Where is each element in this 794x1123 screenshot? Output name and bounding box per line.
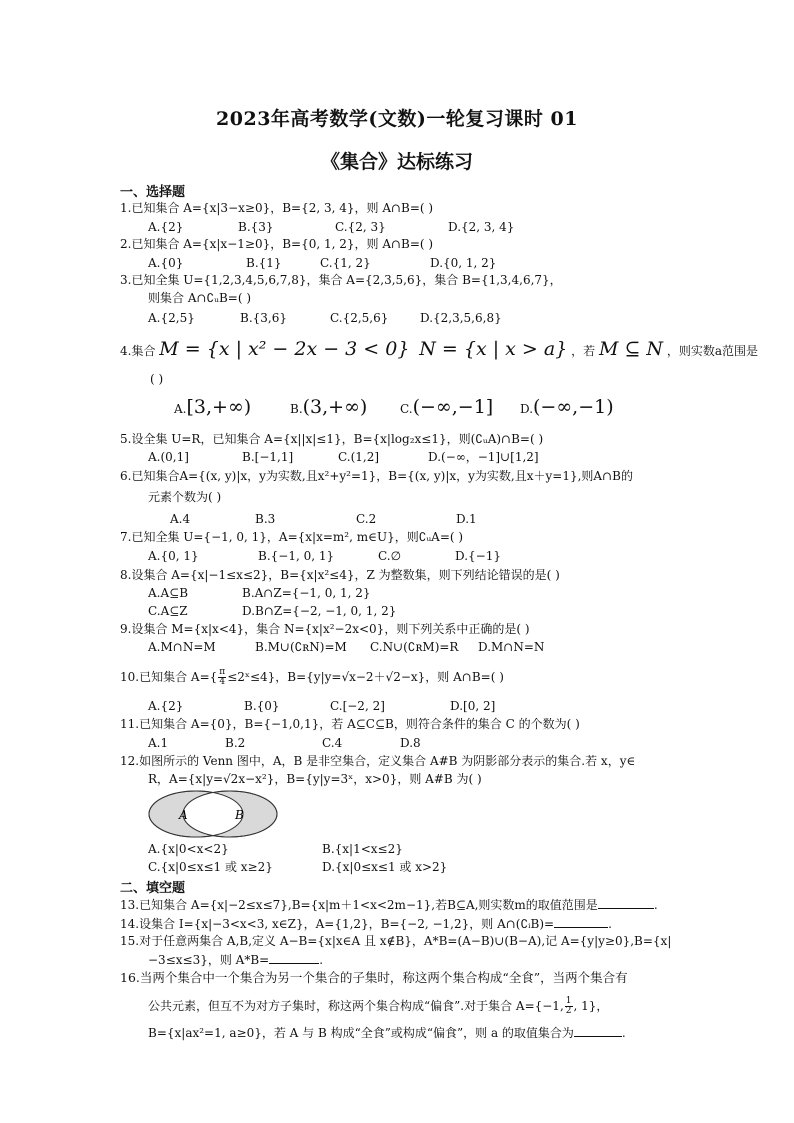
q16-text2: 公共元素，但互不为对方子集时，称这两个集合构成“偏食”.对于集合 A={−1, xyxy=(148,999,564,1013)
q14-text: 14.设集合 I={x|−3<x<3, x∈Z}，A={1,2}，B={−2, −1,2}，则 A∩(∁ᵢB)= xyxy=(120,917,555,931)
q10-option-a: A.{2} xyxy=(148,699,184,713)
q9-option-b: B.M∪(∁ʀN)=M xyxy=(255,640,347,654)
q15-end: . xyxy=(319,953,324,967)
q5-option-c: C.(1,2] xyxy=(338,450,380,464)
q8-option-c: C.A⊆Z xyxy=(148,604,188,618)
q7-option-b: B.{−1, 0, 1} xyxy=(258,549,335,563)
q15-answer-blank[interactable] xyxy=(269,951,319,964)
q14-stem xyxy=(120,915,612,932)
q10-fraction xyxy=(218,668,226,687)
q16-line2 xyxy=(148,993,608,1019)
q11-option-c: C.4 xyxy=(322,736,343,750)
q1-option-d: D.{2, 3, 4} xyxy=(448,220,515,234)
q4-option-d-value: (−∞,−1) xyxy=(533,396,614,418)
q11-option-b: B.2 xyxy=(225,736,246,750)
q12-option-c: C.{x|0≤x≤1 或 x≥2} xyxy=(148,860,273,874)
q16-text2b: , 1}， xyxy=(573,999,609,1013)
q4-option-b xyxy=(290,396,367,418)
q4-option-a-value: [3,+∞) xyxy=(186,396,252,418)
q13-end: . xyxy=(653,898,658,912)
q4-suffix: ，则实数a范围是 xyxy=(666,344,759,358)
q4-option-a xyxy=(174,396,251,418)
q3-option-c: C.{2,5,6} xyxy=(330,311,389,325)
q1-stem: 1.已知集合 A={x|3−x≥0}，B={2, 3, 4}，则 A∩B=( ) xyxy=(120,201,434,215)
q2-option-c: C.{1, 2} xyxy=(320,256,371,270)
q4-prefix: 4.集合 xyxy=(120,344,156,358)
q4-paren: ( ) xyxy=(150,372,164,386)
q9-option-a: A.M∩N=M xyxy=(148,640,216,654)
q14-end: . xyxy=(608,917,612,931)
q2-stem: 2.已知集合 A={x|x−1≥0}，B={0, 1, 2}，则 A∩B=( ) xyxy=(120,237,434,251)
venn-label-a: A xyxy=(179,808,188,822)
section-choice-heading: 一、选择题 xyxy=(120,185,186,200)
q3-stem: 3.已知全集 U={1,2,3,4,5,6,7,8}，集合 A={2,3,5,6}，集合 B={1,3,4,6,7}， xyxy=(120,273,562,287)
q10-rest: ≤2ˣ≤4}，B={y|y=√x−2＋√2−x}，则 A∩B=( ) xyxy=(227,670,504,684)
q4-stem xyxy=(120,338,758,362)
q11-stem: 11.已知集合 A={0}，B={−1,0,1}，若 A⊆C⊆B，则符合条件的集合 C 的个数为( ) xyxy=(120,717,580,731)
q6-stem-line2: 元素个数为( ) xyxy=(148,490,222,504)
q7-option-d: D.{−1} xyxy=(455,549,501,563)
q6-option-c: C.2 xyxy=(356,512,377,526)
q16-text3: B={x|ax²=1, a≥0}，若 A 与 B 构成“全食”或构成“偏食”，则 a 的取值集合为 xyxy=(148,1026,574,1040)
q2-option-a: A.{0} xyxy=(148,256,184,270)
q4-option-b-value: (3,+∞) xyxy=(302,396,368,418)
q4-option-c-value: (−∞,−1] xyxy=(412,396,494,418)
q9-stem: 9.设集合 M={x|x<4}，集合 N={x|x²−2x<0}，则下列关系中正确的是( ) xyxy=(120,622,530,636)
q6-option-a: A.4 xyxy=(170,512,191,526)
q5-option-a: A.(0,1] xyxy=(148,450,189,464)
q5-stem: 5.设全集 U=R，已知集合 A={x||x|≤1}，B={x|log₂x≤1}，则(∁ᵤA)∩B=( ) xyxy=(120,432,544,446)
q4-option-a-letter: A. xyxy=(174,402,187,416)
q7-option-c: C.∅ xyxy=(378,549,402,563)
q8-stem: 8.设集合 A={x|−1≤x≤2}，B={x|x²≤4}，Z 为整数集，则下列结论错误的是( ) xyxy=(120,568,560,582)
q10-fraction-den: 4 xyxy=(219,677,226,687)
q16-line3 xyxy=(148,1024,626,1041)
q1-option-c: C.{2, 3} xyxy=(335,220,386,234)
q2-option-d: D.{0, 1, 2} xyxy=(430,256,497,270)
q10-option-c: C.[−2, 2] xyxy=(330,699,385,713)
q12-stem-line2: R，A={x|y=√2x−x²}，B={y|y=3ˣ，x>0}，则 A#B 为( ) xyxy=(148,772,482,786)
q10-option-d: D.[0, 2] xyxy=(450,699,496,713)
q15-text2: −3≤x≤3}，则 A*B= xyxy=(148,953,270,967)
q16-fraction xyxy=(565,997,573,1016)
q6-option-d: D.1 xyxy=(456,512,477,526)
venn-label-b: B xyxy=(235,808,244,822)
q3-option-b: B.{3,6} xyxy=(240,311,287,325)
q13-stem xyxy=(120,896,658,913)
q1-option-a: A.{2} xyxy=(148,220,184,234)
q4-set-n: N = {x | x > a} xyxy=(419,338,568,360)
q4-option-c xyxy=(400,396,493,418)
q4-option-b-letter: B. xyxy=(290,402,303,416)
q4-mid: ，若 xyxy=(571,344,596,358)
section-fill-heading: 二、填空题 xyxy=(120,881,186,896)
page-subtitle: 《集合》达标练习 xyxy=(320,151,473,173)
q9-option-d: D.M∩N=N xyxy=(478,640,545,654)
q12-stem: 12.如图所示的 Venn 图中，A，B 是非空集合，定义集合 A#B 为阴影部分表示的集合.若 x，y∈ xyxy=(120,754,636,768)
q1-option-b: B.{3} xyxy=(238,220,274,234)
q10-stem xyxy=(120,664,504,690)
q8-option-a: A.A⊆B xyxy=(148,586,189,600)
q12-option-b: B.{x|1<x≤2} xyxy=(322,842,403,856)
q5-option-d: D.(−∞，−1]∪[1,2] xyxy=(428,450,539,464)
q6-stem: 6.已知集合A={(x, y)|x，y为实数,且x²+y²=1}，B={(x, y)|x，y为实数,且x＋y=1},则A∩B的 xyxy=(120,469,633,483)
page-title: 2023年高考数学(文数)一轮复习课时 01 xyxy=(216,108,578,130)
q3-option-d: D.{2,3,5,6,8} xyxy=(420,311,502,325)
q6-option-b: B.3 xyxy=(255,512,276,526)
q7-stem: 7.已知全集 U={−1, 0, 1}，A={x|x=m², m∈U}，则∁ᵤA=( ) xyxy=(120,530,464,544)
q13-text: 13.已知集合 A={x|−2≤x≤7},B={x|m＋1<x<2m−1},若B⊆A,则实数m的取值范围是 xyxy=(120,898,598,912)
q16-line1: 16.当两个集合中一个集合为另一个集合的子集时，称这两个集合构成“全食”，当两个集合有 xyxy=(120,970,628,985)
q4-option-d xyxy=(520,396,614,418)
q4-set-m: M = {x | x² − 2x − 3 < 0} xyxy=(159,338,410,360)
q9-option-c: C.N∪(∁ʀM)=R xyxy=(370,640,459,654)
q13-answer-blank[interactable] xyxy=(598,896,654,909)
q12-option-a: A.{x|0<x<2} xyxy=(148,842,229,856)
q5-option-b: B.[−1,1] xyxy=(242,450,294,464)
q8-option-b: B.A∩Z={−1, 0, 1, 2} xyxy=(242,586,371,600)
q2-option-b: B.{1} xyxy=(246,256,282,270)
q10-prefix: 10.已知集合 A={ xyxy=(120,670,218,684)
q16-fraction-num: 1 xyxy=(565,996,572,1006)
q3-stem-line2: 则集合 A∩∁ᵤB=( ) xyxy=(148,291,252,305)
q8-option-d: D.B∩Z={−2, −1, 0, 1, 2} xyxy=(242,604,397,618)
venn-diagram xyxy=(146,789,278,839)
q7-option-a: A.{0, 1} xyxy=(148,549,199,563)
q10-option-b: B.{0} xyxy=(244,699,280,713)
q10-fraction-num: π xyxy=(219,667,226,677)
q4-option-c-letter: C. xyxy=(400,402,413,416)
q11-option-d: D.8 xyxy=(400,736,421,750)
q16-end: . xyxy=(621,1026,626,1040)
q12-option-d: D.{x|0≤x≤1 或 x>2} xyxy=(322,860,448,874)
q16-answer-blank[interactable] xyxy=(574,1024,622,1037)
q3-option-a: A.{2,5} xyxy=(148,311,195,325)
q15-stem-line2 xyxy=(148,951,323,968)
q14-answer-blank[interactable] xyxy=(554,915,608,928)
q16-fraction-den: 2 xyxy=(565,1006,572,1016)
q4-relation: M ⊆ N xyxy=(598,338,664,360)
q11-option-a: A.1 xyxy=(148,736,169,750)
q4-option-d-letter: D. xyxy=(520,402,534,416)
q15-stem: 15.对于任意两集合 A,B,定义 A−B={x|x∈A 且 x∉B}，A*B=(A−B)∪(B−A),记 A={y|y≥0},B={x| xyxy=(120,934,672,948)
